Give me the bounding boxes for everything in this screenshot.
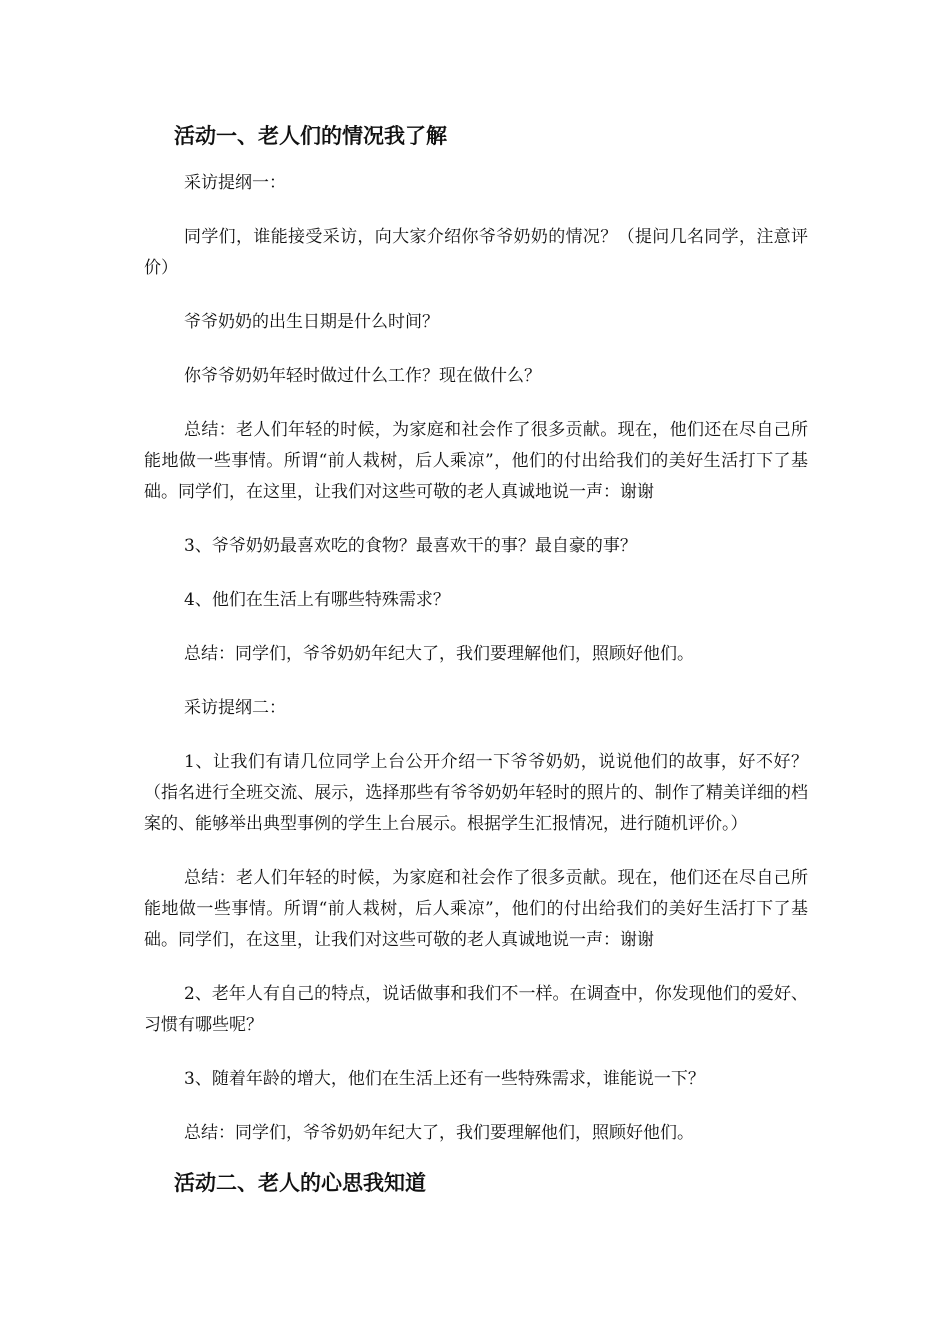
paragraph-question-intro: 同学们，谁能接受采访，向大家介绍你爷爷奶奶的情况？（提问几名同学，注意评价）	[144, 227, 808, 278]
paragraph-question-birthdate: 爷爷奶奶的出生日期是什么时间？	[184, 312, 439, 332]
paragraph-item-elderly-traits: 2、老年人有自己的特点，说话做事和我们不一样。在调查中，你发现他们的爱好、习惯有哪些呢？	[144, 984, 808, 1035]
document-body	[144, 118, 808, 1201]
paragraph-summary-four: 总结：同学们，爷爷奶奶年纪大了，我们要理解他们，照顾好他们。	[184, 1123, 694, 1143]
paragraph-question-work: 你爷爷奶奶年轻时做过什么工作？现在做什么？	[184, 366, 541, 386]
paragraph-question-favorites: 3、爷爷奶奶最喜欢吃的食物？最喜欢干的事？最自豪的事？	[184, 536, 637, 556]
paragraph-interview-outline-one: 采访提纲一：	[184, 173, 286, 193]
paragraph-item-special-needs: 3、随着年龄的增大，他们在生活上还有一些特殊需求，谁能说一下？	[184, 1069, 705, 1089]
paragraph-summary-one: 总结：老人们年轻的时候，为家庭和社会作了很多贡献。现在，他们还在尽自己所能地做一些事情。所谓“前人栽树，后人乘凉”，他们的付出给我们的美好生活打下了基础。同学们，在这里，让我们对这些可敬的老人真诚地说一声：谢谢	[144, 420, 808, 502]
paragraph-summary-two: 总结：同学们，爷爷奶奶年纪大了，我们要理解他们，照顾好他们。	[184, 644, 694, 664]
section-heading-activity-two: 活动二、老人的心思我知道	[174, 1171, 426, 1195]
paragraph-interview-outline-two: 采访提纲二：	[184, 698, 286, 718]
section-heading-activity-one: 活动一、老人们的情况我了解	[174, 124, 447, 148]
paragraph-item-introduce-grandparents: 1、让我们有请几位同学上台公开介绍一下爷爷奶奶，说说他们的故事，好不好？（指名进行全班交流、展示，选择那些有爷爷奶奶年轻时的照片的、制作了精美详细的档案的、能够举出典型事例的学生上台展示。根据学生汇报情况，进行随机评价。）	[144, 752, 808, 834]
paragraph-question-special-needs: 4、他们在生活上有哪些特殊需求？	[184, 590, 450, 610]
paragraph-summary-three: 总结：老人们年轻的时候，为家庭和社会作了很多贡献。现在，他们还在尽自己所能地做一些事情。所谓“前人栽树，后人乘凉”，他们的付出给我们的美好生活打下了基础。同学们，在这里，让我们对这些可敬的老人真诚地说一声：谢谢	[144, 868, 808, 950]
